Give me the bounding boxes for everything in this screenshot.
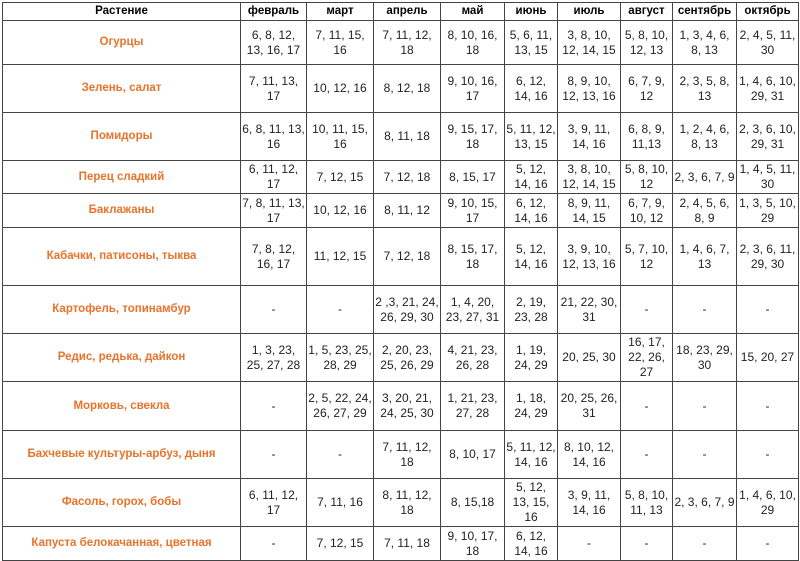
header-july: июль [558, 3, 621, 21]
cell-february: - [241, 382, 307, 431]
cell-march: 2, 5, 22, 24, 26, 27, 29 [307, 382, 374, 431]
cell-may: 9, 10, 15, 17 [441, 194, 505, 228]
cell-april: 7, 11, 18 [374, 527, 441, 561]
cell-august: - [621, 286, 673, 334]
plant-name: Бахчевые культуры-арбуз, дыня [3, 431, 241, 479]
plant-name: Зелень, салат [3, 65, 241, 113]
cell-august: 16, 17, 22, 26, 27 [621, 334, 673, 382]
plant-name: Фасоль, горох, бобы [3, 479, 241, 527]
cell-september: - [673, 286, 737, 334]
cell-august: 6, 8, 9, 11,13 [621, 113, 673, 161]
cell-may: 1, 4, 20, 23, 27, 31 [441, 286, 505, 334]
cell-july: 3, 8, 10, 12, 14, 15 [558, 161, 621, 194]
cell-may: 8, 15,18 [441, 479, 505, 527]
cell-june: 6, 12, 14, 16 [505, 527, 558, 561]
cell-september: 2, 3, 6, 7, 9 [673, 161, 737, 194]
cell-october: 15, 20, 27 [737, 334, 799, 382]
cell-october: 1, 4, 6, 10, 29 [737, 479, 799, 527]
cell-march: 10, 12, 16 [307, 65, 374, 113]
table-row [3, 113, 799, 161]
cell-february: - [241, 286, 307, 334]
cell-april: 8, 12, 18 [374, 65, 441, 113]
cell-september: 1, 4, 6, 7, 13 [673, 228, 737, 286]
cell-february: - [241, 431, 307, 479]
table-row [3, 65, 799, 113]
cell-june: 5, 12, 14, 16 [505, 228, 558, 286]
cell-october: 2, 3, 6, 11, 29, 30 [737, 228, 799, 286]
cell-october: - [737, 431, 799, 479]
cell-april: 2, 20, 23, 25, 26, 29 [374, 334, 441, 382]
cell-may: 8, 15, 17 [441, 161, 505, 194]
cell-june: 6, 12, 14, 16 [505, 194, 558, 228]
cell-august: 5, 8, 10, 12, 13 [621, 21, 673, 65]
cell-april: 7, 12, 18 [374, 228, 441, 286]
cell-march: 7, 12, 15 [307, 527, 374, 561]
cell-september: 2, 3, 6, 7, 9 [673, 479, 737, 527]
header-august: август [621, 3, 673, 21]
cell-may: 9, 15, 17, 18 [441, 113, 505, 161]
cell-march: 10, 12, 16 [307, 194, 374, 228]
cell-october: - [737, 527, 799, 561]
plant-name: Морковь, свекла [3, 382, 241, 431]
cell-june: 5, 11, 12, 14, 16 [505, 431, 558, 479]
cell-june: 2, 19, 23, 28 [505, 286, 558, 334]
cell-august: - [621, 527, 673, 561]
cell-july: - [558, 527, 621, 561]
header-february: февраль [241, 3, 307, 21]
cell-june: 5, 6, 11, 13, 15 [505, 21, 558, 65]
header-march: март [307, 3, 374, 21]
cell-september: - [673, 527, 737, 561]
cell-september: - [673, 382, 737, 431]
cell-september: 1, 3, 4, 6, 8, 13 [673, 21, 737, 65]
header-may: май [441, 3, 505, 21]
cell-march: 1, 5, 23, 25, 28, 29 [307, 334, 374, 382]
cell-october: 2, 4, 5, 11, 30 [737, 21, 799, 65]
cell-july: 8, 10, 12, 14, 16 [558, 431, 621, 479]
cell-march: - [307, 286, 374, 334]
plant-name: Перец сладкий [3, 161, 241, 194]
header-june: июнь [505, 3, 558, 21]
cell-march: 7, 11, 15, 16 [307, 21, 374, 65]
cell-may: 9, 10, 17, 18 [441, 527, 505, 561]
cell-september: 2, 4, 5, 6, 8, 9 [673, 194, 737, 228]
cell-april: 2 ,3, 21, 24, 26, 29, 30 [374, 286, 441, 334]
cell-september: 1, 2, 4, 6, 8, 13 [673, 113, 737, 161]
table-row [3, 334, 799, 382]
cell-february: 7, 11, 13, 17 [241, 65, 307, 113]
table-row [3, 286, 799, 334]
cell-july: 20, 25, 26, 31 [558, 382, 621, 431]
cell-august: - [621, 431, 673, 479]
cell-june: 1, 18, 24, 29 [505, 382, 558, 431]
cell-july: 8, 9, 11, 14, 15 [558, 194, 621, 228]
cell-july: 3, 9, 11, 14, 16 [558, 113, 621, 161]
cell-september: 2, 3, 5, 8, 13 [673, 65, 737, 113]
cell-march: 10, 11, 15, 16 [307, 113, 374, 161]
cell-march: - [307, 431, 374, 479]
cell-february: - [241, 527, 307, 561]
cell-july: 3, 9, 11, 14, 16 [558, 479, 621, 527]
header-april: апрель [374, 3, 441, 21]
cell-june: 5, 11, 12, 13, 15 [505, 113, 558, 161]
cell-october: 1, 4, 6, 10, 29, 31 [737, 65, 799, 113]
table-row [3, 194, 799, 228]
cell-march: 11, 12, 15 [307, 228, 374, 286]
cell-april: 8, 11, 12 [374, 194, 441, 228]
plant-name: Кабачки, патисоны, тыква [3, 228, 241, 286]
cell-april: 7, 11, 12, 18 [374, 21, 441, 65]
cell-october: 2, 3, 6, 10, 29, 31 [737, 113, 799, 161]
cell-february: 1, 3, 23, 25, 27, 28 [241, 334, 307, 382]
cell-may: 1, 21, 23, 27, 28 [441, 382, 505, 431]
cell-february: 7, 8, 12, 16, 17 [241, 228, 307, 286]
cell-february: 6, 11, 12, 17 [241, 479, 307, 527]
cell-october: 1, 3, 5, 10, 29 [737, 194, 799, 228]
cell-july: 20, 25, 30 [558, 334, 621, 382]
cell-february: 6, 8, 12, 13, 16, 17 [241, 21, 307, 65]
cell-may: 8, 10, 17 [441, 431, 505, 479]
cell-may: 4, 21, 23, 26, 28 [441, 334, 505, 382]
cell-june: 5, 12, 14, 16 [505, 161, 558, 194]
cell-june: 6, 12, 14, 16 [505, 65, 558, 113]
cell-july: 3, 8, 10, 12, 14, 15 [558, 21, 621, 65]
cell-august: 5, 8, 10, 12 [621, 161, 673, 194]
cell-march: 7, 11, 16 [307, 479, 374, 527]
cell-august: - [621, 382, 673, 431]
plant-name: Огурцы [3, 21, 241, 65]
table-row [3, 527, 799, 561]
cell-april: 8, 11, 12, 18 [374, 479, 441, 527]
plant-name: Картофель, топинамбур [3, 286, 241, 334]
table-row [3, 228, 799, 286]
cell-may: 8, 15, 17, 18 [441, 228, 505, 286]
cell-october: - [737, 286, 799, 334]
cell-august: 5, 7, 10, 12 [621, 228, 673, 286]
lunar-planting-table [2, 2, 799, 561]
header-row [3, 3, 799, 21]
cell-june: 5, 12, 13, 15, 16 [505, 479, 558, 527]
cell-july: 8, 9, 10, 12, 13, 16 [558, 65, 621, 113]
cell-april: 7, 11, 12, 18 [374, 431, 441, 479]
cell-may: 8, 10, 16, 18 [441, 21, 505, 65]
plant-name: Капуста белокачанная, цветная [3, 527, 241, 561]
table-row [3, 21, 799, 65]
plant-name: Помидоры [3, 113, 241, 161]
cell-october: - [737, 382, 799, 431]
header-october: октябрь [737, 3, 799, 21]
cell-may: 9, 10, 16, 17 [441, 65, 505, 113]
cell-august: 5, 8, 10, 11, 13 [621, 479, 673, 527]
cell-march: 7, 12, 15 [307, 161, 374, 194]
cell-june: 1, 19, 24, 29 [505, 334, 558, 382]
table-row [3, 382, 799, 431]
cell-july: 3, 9, 10, 12, 13, 16 [558, 228, 621, 286]
cell-april: 8, 11, 18 [374, 113, 441, 161]
cell-february: 6, 8, 11, 13, 16 [241, 113, 307, 161]
table-row [3, 161, 799, 194]
cell-april: 7, 12, 18 [374, 161, 441, 194]
cell-august: 6, 7, 9, 10, 12 [621, 194, 673, 228]
cell-july: 21, 22, 30, 31 [558, 286, 621, 334]
cell-september: - [673, 431, 737, 479]
cell-september: 18, 23, 29, 30 [673, 334, 737, 382]
cell-february: 6, 11, 12, 17 [241, 161, 307, 194]
cell-april: 3, 20, 21, 24, 25, 30 [374, 382, 441, 431]
header-plant: Растение [3, 3, 241, 21]
cell-august: 6, 7, 9, 12 [621, 65, 673, 113]
table-row [3, 431, 799, 479]
header-september: сентябрь [673, 3, 737, 21]
plant-name: Редис, редька, дайкон [3, 334, 241, 382]
cell-february: 7, 8, 11, 13, 17 [241, 194, 307, 228]
plant-name: Баклажаны [3, 194, 241, 228]
cell-october: 1, 4, 5, 11, 30 [737, 161, 799, 194]
table-row [3, 479, 799, 527]
